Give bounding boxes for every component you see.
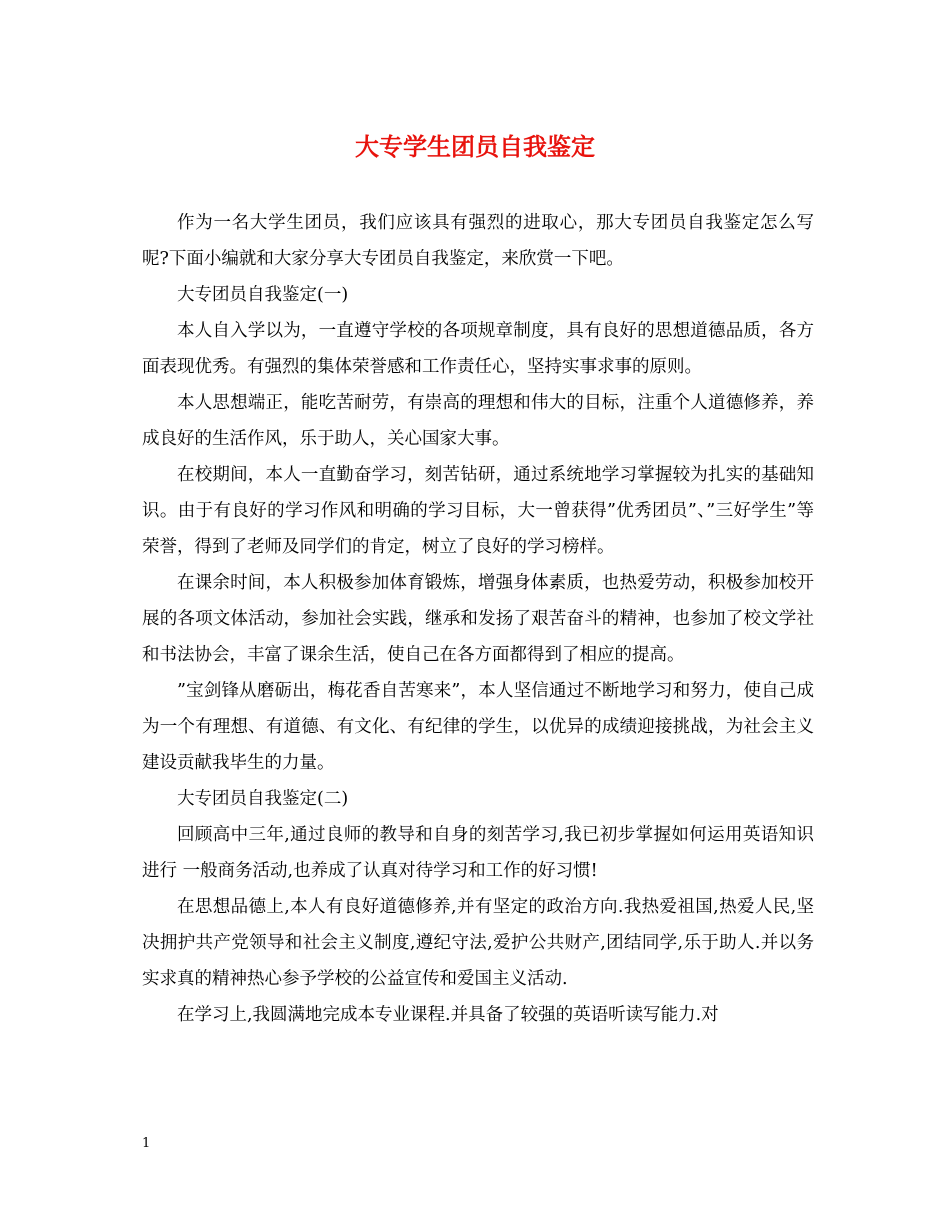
- paragraph: 在课余时间，本人积极参加体育锻炼，增强身体素质，也热爱劳动，积极参加校开展的各项文体活动，参加社会实践，继承和发扬了艰苦奋斗的精神，也参加了校文学社和书法协会，丰富了课余生活，使自己在各方面都得到了相应的提高。: [142, 573, 814, 665]
- paragraph: 回顾高中三年,通过良师的教导和自身的刻苦学习,我已初步掌握如何运用英语知识进行 一般商务活动,也养成了认真对待学习和工作的好习惯!: [142, 825, 814, 881]
- document-body: [142, 205, 814, 1033]
- page-number: 1: [142, 1136, 151, 1151]
- paragraph: 在思想品德上,本人有良好道德修养,并有坚定的政治方向.我热爱祖国,热爱人民,坚决拥护共产党领导和社会主义制度,遵纪守法,爱护公共财产,团结同学,乐于助人.并以务实求真的精神热心参予学校的公益宣传和爱国主义活动.: [142, 897, 814, 989]
- paragraph: 本人自入学以为，一直遵守学校的各项规章制度，具有良好的思想道德品质，各方面表现优秀。有强烈的集体荣誉感和工作责任心，坚持实事求事的原则。: [142, 321, 814, 377]
- paragraph: 在校期间，本人一直勤奋学习，刻苦钻研，通过系统地学习掌握较为扎实的基础知识。由于有良好的学习作风和明确的学习目标，大一曾获得”优秀团员”、”三好学生”等荣誉，得到了老师及同学们的肯定，树立了良好的学习榜样。: [142, 465, 814, 557]
- section-heading: 大专团员自我鉴定(一): [177, 285, 349, 305]
- paragraph: 本人思想端正，能吃苦耐劳，有崇高的理想和伟大的目标，注重个人道德修养，养成良好的生活作风，乐于助人，关心国家大事。: [142, 393, 814, 449]
- paragraph: 作为一名大学生团员，我们应该具有强烈的进取心，那大专团员自我鉴定怎么写呢?下面小编就和大家分享大专团员自我鉴定，来欣赏一下吧。: [142, 213, 814, 269]
- section-heading: 大专团员自我鉴定(二): [177, 789, 349, 809]
- paragraph: ”宝剑锋从磨砺出，梅花香自苦寒来”，本人坚信通过不断地学习和努力，使自己成为一个有理想、有道德、有文化、有纪律的学生，以优异的成绩迎接挑战，为社会主义建设贡献我毕生的力量。: [142, 681, 814, 773]
- document-title: 大专学生团员自我鉴定: [355, 132, 595, 161]
- paragraph: 在学习上,我圆满地完成本专业课程.并具备了较强的英语听读写能力.对: [177, 1005, 719, 1025]
